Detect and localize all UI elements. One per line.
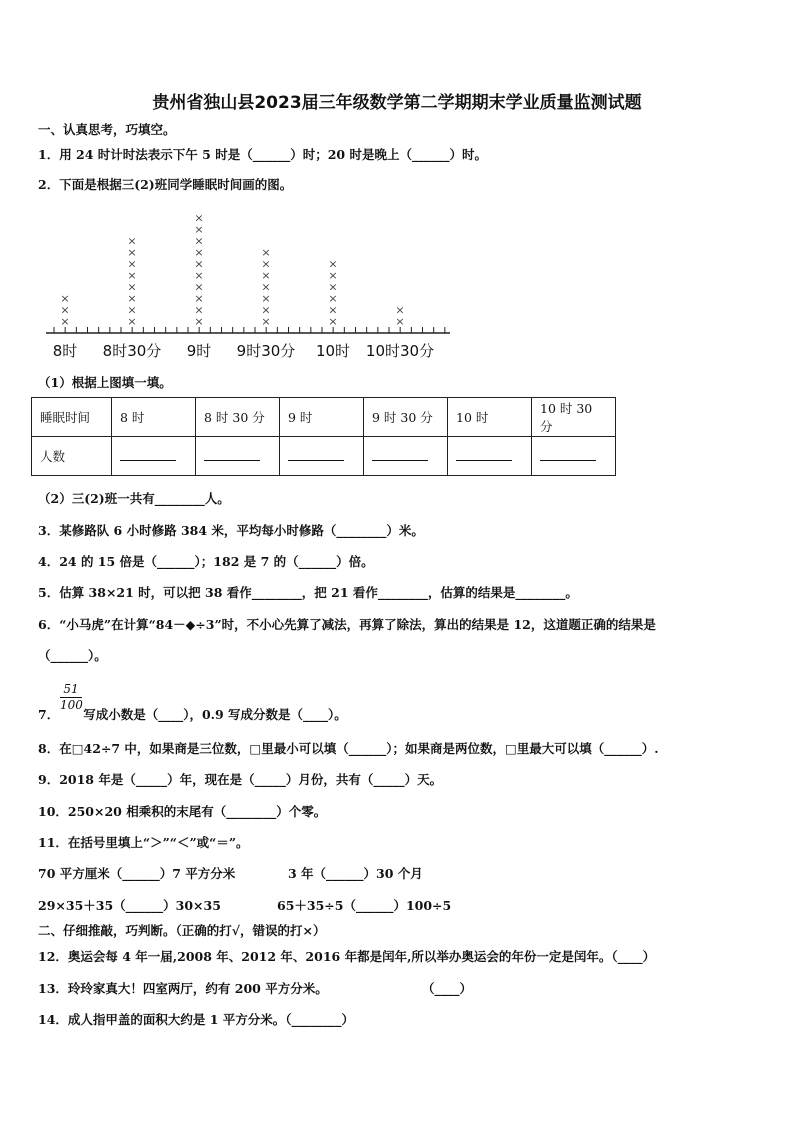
question-9: 9．2018 年是（_____）年，现在是（_____）月份，共有（_____）天。 — [38, 772, 443, 787]
section-1-heading: 一、认真思考，巧填空。 — [38, 122, 176, 137]
data-point-x-mark: × — [328, 257, 338, 271]
table-row-label: 人数 — [32, 437, 112, 476]
data-point-x-mark: × — [261, 246, 271, 259]
tick-label: 10时 — [315, 342, 351, 360]
table-header-row — [32, 398, 616, 437]
table-column-header: 9 时 30 分 — [364, 398, 448, 437]
data-point-x-mark: × — [194, 223, 204, 236]
data-point-x-mark: × — [261, 280, 271, 294]
question-8: 8．在□42÷7 中，如果商是三位数，□里最小可以填（______）；如果商是两位数，□里最大可以填（______）. — [38, 741, 659, 756]
data-point-x-mark: × — [395, 303, 405, 317]
data-point-x-mark: × — [194, 280, 204, 294]
fraction-numerator: 51 — [60, 681, 82, 698]
tick-label: 9时 — [186, 342, 212, 360]
question-1: 1．用 24 时计时法表示下午 5 时是（______）时；20 时是晚上（______）时。 — [38, 147, 487, 162]
question-2: 2．下面是根据三(2)班同学睡眠时间画的图。 — [38, 177, 293, 192]
data-point-x-mark: × — [194, 257, 204, 271]
data-point-x-mark: × — [127, 234, 137, 248]
tick-label: 8时 — [52, 342, 78, 360]
data-point-x-mark: × — [127, 269, 137, 282]
question-11-c: 29×35＋35（______）30×35 — [38, 898, 221, 913]
table-column-header: 8 时 30 分 — [196, 398, 280, 437]
data-point-x-mark: × — [127, 292, 137, 305]
question-7-text: 写成小数是（____），0.9 写成分数是（____）。 — [83, 707, 347, 722]
tick-label: 8时30分 — [102, 342, 162, 360]
data-point-x-mark: × — [194, 246, 204, 259]
data-point-x-mark: × — [328, 269, 338, 282]
question-10: 10．250×20 相乘积的末尾有（________）个零。 — [38, 804, 327, 819]
tick-label: 9时30分 — [236, 342, 296, 360]
table-row-count — [32, 437, 616, 476]
table-column-header: 8 时 — [112, 398, 196, 437]
question-13: 13．玲玲家真大！四室两厅，约有 200 平方分米。 — [38, 981, 328, 996]
question-11-d: 65＋35÷5（______）100÷5 — [277, 898, 452, 913]
table-column-header: 10 时 — [448, 398, 532, 437]
question-11-a: 70 平方厘米（______）7 平方分米 — [38, 866, 236, 881]
data-point-x-mark: × — [261, 315, 271, 328]
data-point-x-mark: × — [194, 292, 204, 305]
sleep-time-dot-plot — [38, 205, 458, 365]
data-point-x-mark: × — [60, 303, 70, 317]
answer-blank-cell[interactable] — [532, 437, 616, 476]
question-6: 6．“小马虎”在计算“84－◆÷3”时，不小心先算了减法，再算了除法，算出的结果是 12，这道题正确的结果是 — [38, 617, 656, 632]
table-column-header: 9 时 — [280, 398, 364, 437]
question-12: 12．奥运会每 4 年一届,2008 年、2012 年、2016 年都是闰年,所以举办奥运会的年份一定是闰年。（____） — [38, 949, 656, 964]
data-point-x-mark: × — [127, 280, 137, 294]
data-point-x-mark: × — [261, 257, 271, 271]
question-2-part-2: （2）三(2)班一共有________人。 — [38, 491, 230, 506]
data-point-x-mark: × — [127, 257, 137, 271]
data-point-x-mark: × — [194, 211, 204, 225]
data-point-x-mark: × — [328, 280, 338, 294]
question-13-blank: （____） — [422, 981, 473, 996]
table-column-header: 10 时 30 分 — [532, 398, 616, 437]
page-title: 贵州省独山县2023届三年级数学第二学期期末学业质量监测试题 — [152, 93, 642, 113]
sleep-time-table — [31, 397, 616, 476]
data-point-x-mark: × — [261, 292, 271, 305]
section-2-heading: 二、仔细推敲，巧判断。（正确的打√，错误的打×） — [38, 923, 326, 938]
answer-blank-cell[interactable] — [364, 437, 448, 476]
data-point-x-mark: × — [194, 234, 204, 248]
question-14: 14．成人指甲盖的面积大约是 1 平方分米。（________） — [38, 1012, 355, 1027]
data-point-x-mark: × — [328, 315, 338, 328]
question-7-number: 7． — [38, 707, 60, 722]
table-header-label: 睡眠时间 — [32, 398, 112, 437]
data-point-x-mark: × — [194, 269, 204, 282]
question-6-blank: （______）。 — [38, 648, 107, 663]
question-2-part-1: （1）根据上图填一填。 — [38, 375, 172, 390]
data-point-x-mark: × — [127, 246, 137, 259]
data-point-x-mark: × — [194, 303, 204, 317]
fraction-denominator: 100 — [60, 698, 83, 712]
question-11: 11．在括号里填上“＞”“＜”或“＝”。 — [38, 835, 249, 850]
data-point-x-mark: × — [261, 303, 271, 317]
tick-label: 10时30分 — [365, 342, 435, 360]
answer-blank-cell[interactable] — [196, 437, 280, 476]
answer-blank-cell[interactable] — [280, 437, 364, 476]
data-point-x-mark: × — [60, 315, 70, 328]
question-11-b: 3 年（______）30 个月 — [288, 866, 423, 881]
data-point-x-mark: × — [194, 315, 204, 328]
answer-blank-cell[interactable] — [112, 437, 196, 476]
data-point-x-mark: × — [261, 269, 271, 282]
data-point-x-mark: × — [395, 315, 405, 328]
data-point-x-mark: × — [127, 303, 137, 317]
answer-blank-cell[interactable] — [448, 437, 532, 476]
data-point-x-mark: × — [328, 292, 338, 305]
data-point-x-mark: × — [60, 292, 70, 305]
question-7 — [38, 707, 347, 723]
question-5: 5．估算 38×21 时，可以把 38 看作________，把 21 看作________，估算的结果是________。 — [38, 585, 578, 600]
question-4: 4．24 的 15 倍是（______）；182 是 7 的（______）倍。 — [38, 554, 374, 569]
question-3: 3．某修路队 6 小时修路 384 米，平均每小时修路（________）米。 — [38, 523, 424, 538]
data-point-x-mark: × — [127, 315, 137, 328]
data-point-x-mark: × — [328, 303, 338, 317]
